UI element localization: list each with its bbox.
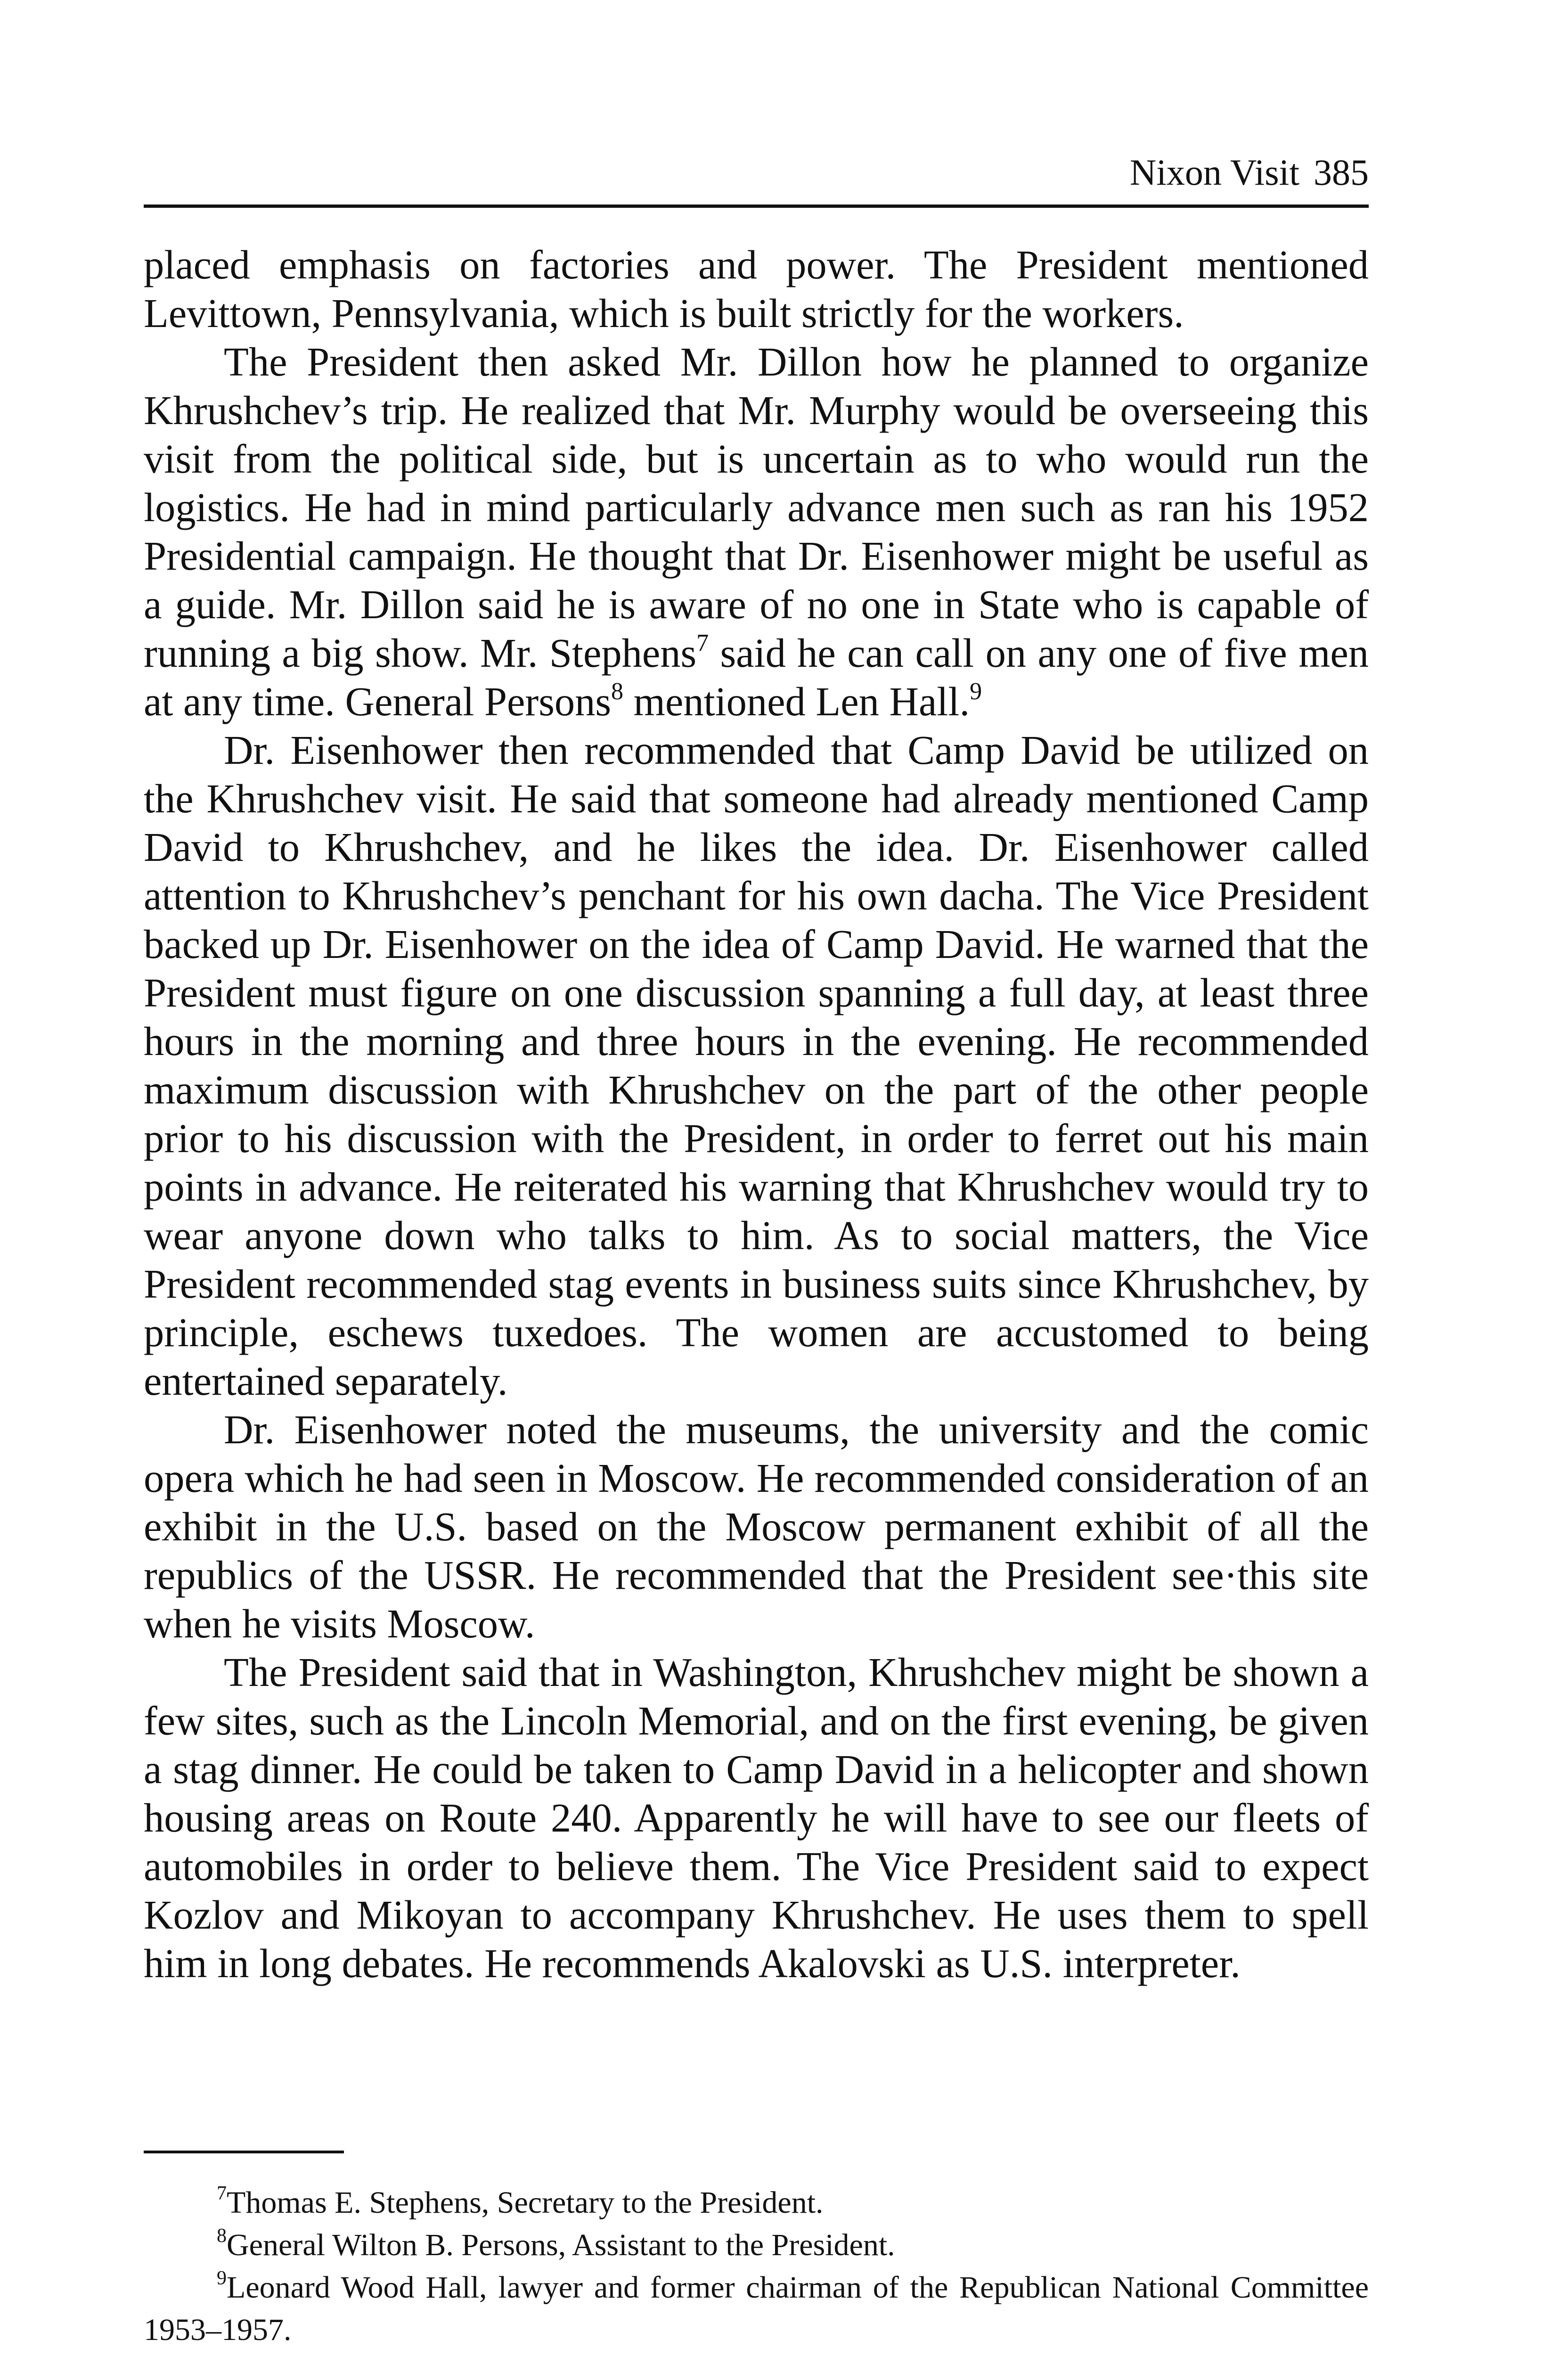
running-head: [144, 151, 1369, 208]
paragraph-text: The President said that in Washington, Khrushchev might be shown a few sites, such as the Lincoln Memorial, and on the first evening, be given a stag dinner. He could be taken to Camp David in a helicopter and shown housing areas on Route 240. Apparently he will have to see our fleets of automobiles in order to believe them. The Vice President said to expect Kozlov and Mikoyan to accompany Khrushchev. He uses them to spell him in long debates. He recommends Akalovski as U.S. interpreter.: [144, 1650, 1369, 1986]
paragraph-text: Dr. Eisenhower noted the museums, the university and the comic opera which he had seen in Moscow. He recommended consideration of an exhibit in the U.S. based on the Moscow permanent exhibit of all the republics of the USSR. He recommended that the President see·this site when he visits Moscow.: [144, 1407, 1369, 1646]
paragraph: [144, 1648, 1369, 1988]
footnote-divider: [144, 2151, 344, 2153]
footnote-reference: 8: [611, 678, 624, 705]
footnote-number: 9: [217, 2267, 227, 2289]
paragraph: [144, 241, 1369, 338]
footnote: [144, 2224, 1369, 2266]
footnote-number: 8: [217, 2225, 227, 2247]
footnote-text: Thomas E. Stephens, Secretary to the President.: [227, 2185, 824, 2220]
paragraph-text: Dr. Eisenhower then recommended that Camp David be utilized on the Khrushchev visit. He said that someone had already mentioned Camp David to Khrushchev, and he likes the idea. Dr. Eisenhower called attention to Khrushchev’s penchant for his own dacha. The Vice President backed up Dr. Eisenhower on the idea of Camp David. He warned that the President must figure on one discussion spanning a full day, at least three hours in the morning and three hours in the evening. He recommended maximum discussion with Khrushchev on the part of the other people prior to his discussion with the President, in order to ferret out his main points in advance. He reiterated his warning that Khrushchev would try to wear anyone down who talks to him. As to social matters, the Vice President recommended stag events in business suits since Khrushchev, by principle, eschews tuxedoes. The women are accustomed to being entertained separately.: [144, 728, 1369, 1404]
paragraph-text: The President then asked Mr. Dillon how he planned to organize Khrushchev’s trip. He realized that Mr. Murphy would be overseeing this visit from the political side, but is uncertain as to who would run the logistics. He had in mind particularly advance men such as ran his 1952 Presidential campaign. He thought that Dr. Eisenhower might be useful as a guide. Mr. Dillon said he is aware of no one in State who is capable of running a big show. Mr. Stephens: [144, 339, 1369, 676]
footnotes: [144, 2182, 1369, 2351]
paragraph: [144, 338, 1369, 726]
footnote: [144, 2182, 1369, 2224]
footnote-number: 7: [217, 2183, 227, 2204]
footnote-reference: 7: [696, 630, 709, 656]
footnote-reference: 9: [970, 678, 982, 705]
paragraph: [144, 726, 1369, 1406]
footnote-text: General Wilton B. Persons, Assistant to the President.: [227, 2228, 895, 2262]
footnote: [144, 2266, 1369, 2351]
body-text: [144, 241, 1369, 1988]
paragraph-text: said he can call on any one of five men at any time. General Persons: [144, 630, 1369, 724]
paragraph-text: mentioned Len Hall.: [623, 679, 970, 724]
paragraph-text: placed emphasis on factories and power. The President mentioned Levittown, Pennsylvania, which is built strictly for the workers.: [144, 242, 1369, 336]
document-page: [144, 151, 1369, 2351]
paragraph: [144, 1406, 1369, 1648]
running-head-title: Nixon Visit: [1129, 152, 1299, 193]
footnote-text: Leonard Wood Hall, lawyer and former chairman of the Republican National Committee 1953–1957.: [144, 2270, 1369, 2347]
page-number: 385: [1314, 152, 1369, 193]
